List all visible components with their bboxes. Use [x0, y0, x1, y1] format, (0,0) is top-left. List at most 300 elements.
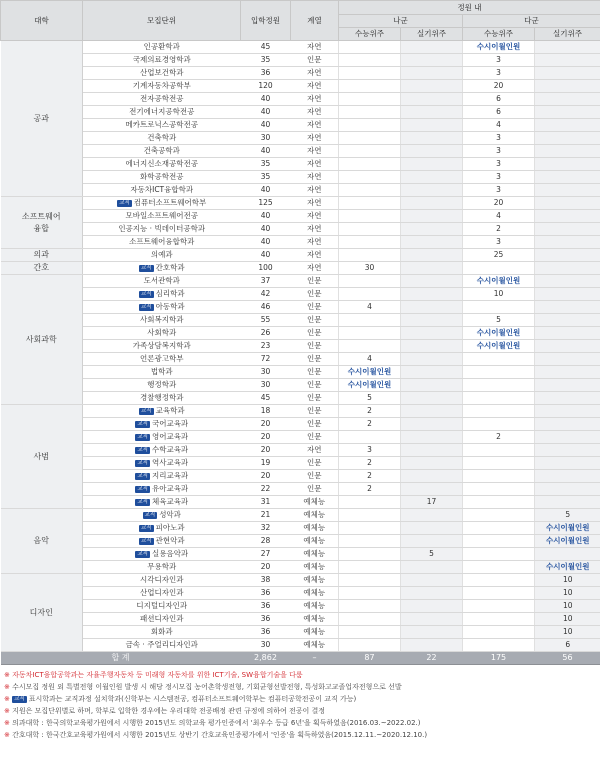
unit-name: 에너지신소재공학전공 [125, 159, 198, 168]
field-cell: 인문 [291, 470, 339, 483]
table-row [1, 340, 600, 353]
na-suneung-cell [339, 600, 401, 613]
da-silgi-cell: 수시이월인원 [535, 522, 600, 535]
da-suneung-cell [463, 262, 535, 275]
field-cell: 예체능 [291, 639, 339, 652]
footnotes [0, 665, 600, 741]
da-silgi-cell [535, 80, 600, 93]
unit-name: 산업디자인과 [140, 588, 184, 597]
table-row [1, 457, 600, 470]
da-silgi-cell [535, 145, 600, 158]
da-suneung-cell [463, 470, 535, 483]
field-cell: 자연 [291, 262, 339, 275]
na-suneung-cell [339, 639, 401, 652]
da-suneung-cell [463, 626, 535, 639]
quota-cell: 35 [241, 54, 291, 67]
na-silgi-cell [401, 106, 463, 119]
da-suneung-cell [463, 418, 535, 431]
table-row [1, 535, 600, 548]
teacher-course-badge: 교직 [140, 290, 152, 297]
table-row [1, 444, 600, 457]
da-silgi-cell [535, 327, 600, 340]
quota-cell: 30 [241, 132, 291, 145]
unit-name: 금속 · 주얼리디자인과 [125, 640, 198, 649]
unit-cell [83, 587, 241, 600]
na-suneung-cell [339, 197, 401, 210]
na-suneung-cell: 2 [339, 405, 401, 418]
total-da-silgi: 56 [535, 652, 600, 665]
unit-cell [83, 119, 241, 132]
quota-cell: 18 [241, 405, 291, 418]
da-silgi-cell [535, 275, 600, 288]
da-suneung-cell [463, 405, 535, 418]
da-silgi-cell [535, 353, 600, 366]
university-cell [1, 41, 83, 197]
quota-cell: 37 [241, 275, 291, 288]
unit-name: 회화과 [150, 627, 173, 636]
na-suneung-cell [339, 80, 401, 93]
table-row [1, 392, 600, 405]
na-silgi-cell [401, 626, 463, 639]
da-suneung-cell [463, 366, 535, 379]
table-row [1, 626, 600, 639]
da-suneung-cell: 20 [463, 197, 535, 210]
da-suneung-cell: 6 [463, 93, 535, 106]
field-cell: 인문 [291, 275, 339, 288]
na-silgi-cell [401, 171, 463, 184]
unit-name: 수학교육과 [151, 445, 189, 454]
unit-cell [83, 67, 241, 80]
field-cell: 자연 [291, 210, 339, 223]
footnote-text: 수시모집 정원 외 특별전형 이월인원 발생 시 해당 정시모집 농어촌학생전형, 기회균형선발전형, 특성화고교졸업자전형으로 선발 [12, 683, 402, 691]
footnote-text: 간호대학 : 한국간호교육평가원에서 시행한 2015년도 상반기 간호교육인증평가에서 '인증'을 획득하였음(2015.12.11.~2020.12.10.) [12, 731, 428, 739]
table-row [1, 275, 600, 288]
na-suneung-cell [339, 249, 401, 262]
na-silgi-cell [401, 522, 463, 535]
da-suneung-cell [463, 561, 535, 574]
table-row [1, 262, 600, 275]
university-name: 디자인 [29, 607, 53, 617]
table-row [1, 249, 600, 262]
da-silgi-cell: 10 [535, 600, 600, 613]
unit-cell [83, 548, 241, 561]
table-row [1, 145, 600, 158]
footnote [4, 729, 596, 741]
da-suneung-cell: 3 [463, 54, 535, 67]
na-suneung-cell: 4 [339, 301, 401, 314]
university-cell [1, 262, 83, 275]
footnote-mark: ※ [4, 683, 13, 691]
unit-name: 디지털디자인과 [136, 601, 188, 610]
na-silgi-cell [401, 275, 463, 288]
na-silgi-cell [401, 366, 463, 379]
unit-cell [83, 223, 241, 236]
unit-name: 유아교육과 [151, 484, 189, 493]
unit-cell [83, 210, 241, 223]
quota-cell: 26 [241, 327, 291, 340]
table-row [1, 197, 600, 210]
da-silgi-cell [535, 431, 600, 444]
unit-cell [83, 340, 241, 353]
unit-cell [83, 509, 241, 522]
unit-name: 가족상담복지학과 [132, 341, 191, 350]
field-cell: 예체능 [291, 535, 339, 548]
quota-cell: 38 [241, 574, 291, 587]
quota-cell: 27 [241, 548, 291, 561]
da-suneung-cell: 수시이월인원 [463, 340, 535, 353]
na-silgi-cell [401, 535, 463, 548]
quota-cell: 36 [241, 67, 291, 80]
quota-cell: 40 [241, 106, 291, 119]
field-cell: 인문 [291, 379, 339, 392]
footnote-text: 지원은 모집단위별로 하며, 학부로 입학한 경우에는 우리대학 전공배정 관련 규정에 의하여 전공이 결정 [12, 707, 326, 715]
unit-name: 소프트웨어융합학과 [129, 237, 195, 246]
table-row [1, 301, 600, 314]
table-row [1, 574, 600, 587]
footnote-text: 의과대학 : 한국의학교육평가원에서 시행한 2015년도 의학교육 평가인증에서 '최우수 등급 6년'을 획득하였음(2016.03.~2022.02.) [12, 719, 421, 727]
na-suneung-cell [339, 509, 401, 522]
table-row [1, 483, 600, 496]
na-suneung-cell: 2 [339, 457, 401, 470]
quota-cell: 30 [241, 366, 291, 379]
na-silgi-cell [401, 353, 463, 366]
table-body [1, 41, 600, 652]
total-row [1, 652, 600, 665]
na-suneung-cell [339, 340, 401, 353]
unit-name: 언론광고학부 [140, 354, 184, 363]
footnote [4, 681, 596, 693]
unit-cell [83, 262, 241, 275]
field-cell: 예체능 [291, 496, 339, 509]
na-silgi-cell [401, 561, 463, 574]
quota-cell: 40 [241, 210, 291, 223]
quota-cell: 40 [241, 145, 291, 158]
da-silgi-cell [535, 301, 600, 314]
total-na-suneung: 87 [339, 652, 401, 665]
teacher-course-badge: 교직 [140, 303, 152, 310]
da-suneung-cell [463, 639, 535, 652]
teacher-course-badge: 교직 [144, 511, 156, 518]
teacher-course-badge: 교직 [140, 264, 152, 271]
teacher-course-badge: 교직 [137, 472, 148, 479]
unit-name: 화학공학전공 [140, 172, 184, 181]
field-cell: 예체능 [291, 548, 339, 561]
unit-cell [83, 106, 241, 119]
unit-name: 행정학과 [147, 380, 177, 389]
table-row [1, 210, 600, 223]
unit-name: 피아노과 [155, 523, 185, 532]
da-silgi-cell [535, 93, 600, 106]
unit-cell [83, 457, 241, 470]
quota-cell: 20 [241, 470, 291, 483]
da-silgi-cell [535, 470, 600, 483]
da-silgi-cell [535, 262, 600, 275]
na-suneung-cell [339, 106, 401, 119]
da-suneung-cell: 수시이월인원 [463, 275, 535, 288]
na-silgi-cell [401, 392, 463, 405]
na-suneung-cell [339, 41, 401, 54]
table-row [1, 223, 600, 236]
university-name: 융합 [33, 223, 49, 233]
unit-cell [83, 80, 241, 93]
field-cell: 자연 [291, 197, 339, 210]
teacher-course-badge: 교직 [119, 199, 130, 206]
header-na-suneung: 수능위주 [339, 28, 401, 41]
field-cell: 예체능 [291, 626, 339, 639]
quota-cell: 32 [241, 522, 291, 535]
da-suneung-cell: 4 [463, 119, 535, 132]
field-cell: 인문 [291, 366, 339, 379]
na-silgi-cell [401, 470, 463, 483]
university-name: 의과 [33, 250, 49, 259]
university-cell [1, 509, 83, 574]
table-row [1, 327, 600, 340]
unit-cell [83, 184, 241, 197]
footnote-mark: ※ [4, 731, 13, 739]
na-silgi-cell [401, 236, 463, 249]
table-row [1, 158, 600, 171]
total-da-suneung: 175 [463, 652, 535, 665]
unit-name: 사회복지학과 [140, 315, 184, 324]
da-suneung-cell [463, 548, 535, 561]
unit-name: 시각디자인과 [140, 575, 184, 584]
unit-name: 자동차ICT융합학과 [130, 185, 194, 194]
field-cell: 자연 [291, 80, 339, 93]
university-cell [1, 574, 83, 652]
na-suneung-cell [339, 93, 401, 106]
da-suneung-cell: 2 [463, 431, 535, 444]
na-silgi-cell [401, 314, 463, 327]
header-group-na: 나군 [339, 15, 463, 28]
field-cell: 자연 [291, 41, 339, 54]
da-suneung-cell [463, 535, 535, 548]
unit-cell [83, 327, 241, 340]
quota-cell: 30 [241, 379, 291, 392]
unit-cell [83, 41, 241, 54]
header-quota: 입학정원 [241, 1, 291, 41]
unit-cell [83, 197, 241, 210]
da-silgi-cell [535, 392, 600, 405]
table-row [1, 509, 600, 522]
da-silgi-cell [535, 444, 600, 457]
university-cell [1, 405, 83, 509]
na-suneung-cell [339, 171, 401, 184]
na-suneung-cell: 2 [339, 418, 401, 431]
na-suneung-cell [339, 210, 401, 223]
quota-cell: 35 [241, 171, 291, 184]
da-suneung-cell: 4 [463, 210, 535, 223]
da-suneung-cell: 20 [463, 80, 535, 93]
na-silgi-cell [401, 587, 463, 600]
na-silgi-cell [401, 600, 463, 613]
header-da-suneung: 수능위주 [463, 28, 535, 41]
quota-cell: 36 [241, 626, 291, 639]
na-suneung-cell [339, 184, 401, 197]
na-silgi-cell [401, 197, 463, 210]
quota-cell: 55 [241, 314, 291, 327]
unit-cell [83, 470, 241, 483]
footnote [4, 705, 596, 717]
na-suneung-cell [339, 327, 401, 340]
unit-name: 체육교육과 [151, 497, 189, 506]
footnote-text: 표시학과는 교직과정 설치학과(신학부는 시스템전공, 컴퓨터소프트웨어학부는 컴퓨터공학전공이 교직 가능) [28, 695, 357, 703]
da-suneung-cell: 6 [463, 106, 535, 119]
table-row [1, 613, 600, 626]
university-cell [1, 249, 83, 262]
table-row [1, 93, 600, 106]
quota-cell: 36 [241, 613, 291, 626]
unit-name: 법학과 [150, 367, 173, 376]
field-cell: 인문 [291, 340, 339, 353]
table-row [1, 80, 600, 93]
university-cell [1, 275, 83, 405]
university-cell [1, 197, 83, 249]
da-suneung-cell [463, 444, 535, 457]
da-suneung-cell: 3 [463, 184, 535, 197]
na-suneung-cell: 30 [339, 262, 401, 275]
unit-cell [83, 366, 241, 379]
table-row [1, 236, 600, 249]
university-name: 공과 [33, 113, 49, 123]
na-silgi-cell [401, 431, 463, 444]
table-row [1, 106, 600, 119]
na-suneung-cell [339, 431, 401, 444]
da-suneung-cell: 3 [463, 236, 535, 249]
unit-cell [83, 54, 241, 67]
da-silgi-cell [535, 41, 600, 54]
unit-name: 건축공학과 [143, 146, 180, 155]
da-suneung-cell: 2 [463, 223, 535, 236]
university-name: 사회과학 [25, 334, 57, 344]
na-suneung-cell [339, 288, 401, 301]
da-silgi-cell [535, 418, 600, 431]
na-suneung-cell [339, 314, 401, 327]
header-da-silgi: 실기위주 [535, 28, 600, 41]
quota-cell: 100 [241, 262, 291, 275]
na-silgi-cell [401, 639, 463, 652]
na-suneung-cell [339, 626, 401, 639]
na-silgi-cell [401, 145, 463, 158]
da-silgi-cell [535, 405, 600, 418]
na-suneung-cell: 수시이월인원 [339, 379, 401, 392]
da-suneung-cell: 3 [463, 171, 535, 184]
table-row [1, 496, 600, 509]
unit-name: 모바일소프트웨어전공 [125, 211, 198, 220]
field-cell: 예체능 [291, 587, 339, 600]
da-silgi-cell [535, 197, 600, 210]
table-row [1, 639, 600, 652]
na-silgi-cell [401, 444, 463, 457]
table-row [1, 184, 600, 197]
table-row [1, 119, 600, 132]
table-row [1, 587, 600, 600]
da-suneung-cell: 5 [463, 314, 535, 327]
da-silgi-cell [535, 171, 600, 184]
unit-name: 건축학과 [147, 133, 177, 142]
footnote [4, 693, 596, 705]
da-silgi-cell: 10 [535, 626, 600, 639]
na-silgi-cell [401, 132, 463, 145]
da-silgi-cell: 6 [535, 639, 600, 652]
quota-cell: 30 [241, 639, 291, 652]
unit-name: 성악과 [159, 510, 181, 519]
da-silgi-cell [535, 457, 600, 470]
da-silgi-cell [535, 67, 600, 80]
da-silgi-cell [535, 54, 600, 67]
unit-name: 교육학과 [155, 406, 185, 415]
total-na-silgi: 22 [401, 652, 463, 665]
table-row [1, 418, 600, 431]
quota-cell: 40 [241, 236, 291, 249]
na-suneung-cell [339, 574, 401, 587]
table-row [1, 171, 600, 184]
field-cell: 인문 [291, 418, 339, 431]
field-cell: 자연 [291, 67, 339, 80]
unit-cell [83, 613, 241, 626]
da-suneung-cell [463, 613, 535, 626]
unit-name: 국제의료경영학과 [132, 55, 191, 64]
unit-name: 경찰행정학과 [140, 393, 184, 402]
unit-cell [83, 574, 241, 587]
field-cell: 자연 [291, 184, 339, 197]
total-quota: 2,862 [241, 652, 291, 665]
unit-cell [83, 392, 241, 405]
footnote [4, 717, 596, 729]
unit-name: 인공지능 · 빅데이터공학과 [118, 224, 206, 233]
da-suneung-cell: 수시이월인원 [463, 41, 535, 54]
field-cell: 예체능 [291, 561, 339, 574]
da-silgi-cell: 수시이월인원 [535, 535, 600, 548]
unit-cell [83, 249, 241, 262]
field-cell: 자연 [291, 223, 339, 236]
da-silgi-cell [535, 288, 600, 301]
footnote-text: 자동차ICT융합공학과는 자율주행자동차 등 미래형 자동차를 위한 ICT기술, SW융합기술을 다룸 [12, 671, 303, 679]
na-silgi-cell [401, 340, 463, 353]
na-suneung-cell [339, 67, 401, 80]
university-name: 소프트웨어 [21, 211, 61, 221]
na-silgi-cell [401, 405, 463, 418]
quota-cell: 36 [241, 600, 291, 613]
quota-cell: 40 [241, 93, 291, 106]
field-cell: 자연 [291, 119, 339, 132]
na-suneung-cell [339, 548, 401, 561]
na-suneung-cell [339, 522, 401, 535]
unit-name: 영어교육과 [151, 432, 189, 441]
table-row [1, 353, 600, 366]
table-row [1, 41, 600, 54]
field-cell: 인문 [291, 353, 339, 366]
da-suneung-cell [463, 600, 535, 613]
quota-cell: 42 [241, 288, 291, 301]
unit-name: 컴퓨터소프트웨어학부 [133, 198, 207, 207]
unit-cell [83, 132, 241, 145]
na-silgi-cell [401, 327, 463, 340]
na-silgi-cell [401, 301, 463, 314]
na-silgi-cell [401, 80, 463, 93]
quota-cell: 35 [241, 158, 291, 171]
na-silgi-cell [401, 54, 463, 67]
unit-cell [83, 405, 241, 418]
da-suneung-cell [463, 353, 535, 366]
unit-name: 메카트로닉스공학전공 [125, 120, 198, 129]
field-cell: 인문 [291, 405, 339, 418]
footnote-mark: ※ [4, 695, 13, 703]
teacher-course-badge: 교직 [137, 498, 148, 505]
unit-cell [83, 171, 241, 184]
unit-cell [83, 379, 241, 392]
na-suneung-cell [339, 158, 401, 171]
quota-cell: 23 [241, 340, 291, 353]
